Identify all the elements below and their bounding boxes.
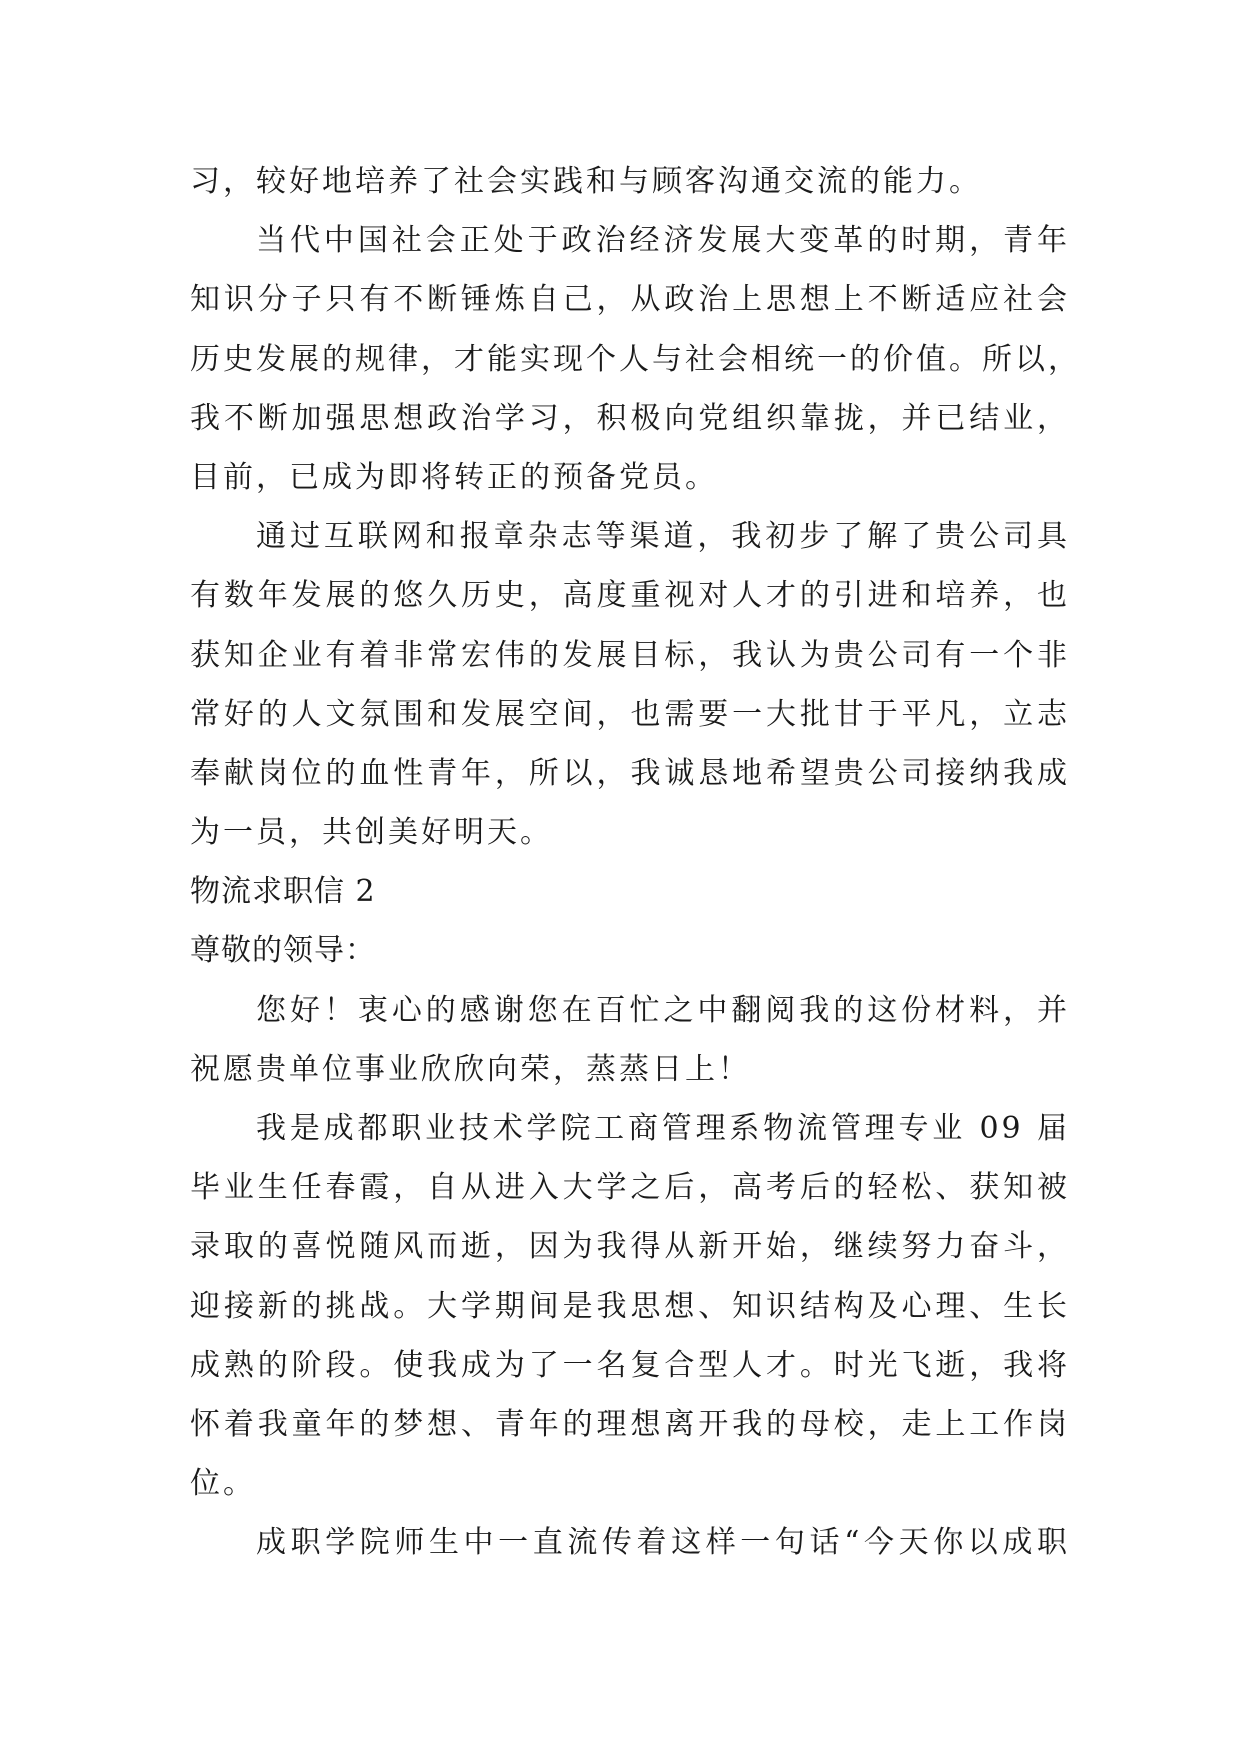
section-heading-line: 物流求职信 2 [190,874,376,910]
paragraph-line: 奉献岗位的血性青年，所以，我诚恳地希望贵公司接纳我成 [190,755,1070,791]
paragraph-line: 目前，已成为即将转正的预备党员。 [190,459,718,495]
paragraph-line: 历史发展的规律，才能实现个人与社会相统一的价值。所以， [190,341,1081,377]
paragraph-line: 您好！衷心的感谢您在百忙之中翻阅我的这份材料，并 [256,992,1070,1028]
paragraph-line: 祝愿贵单位事业欣欣向荣，蒸蒸日上！ [190,1051,751,1087]
paragraph-line: 位。 [190,1466,256,1502]
paragraph-line: 知识分子只有不断锤炼自己，从政治上思想上不断适应社会 [190,282,1070,318]
paragraph-line: 我是成都职业技术学院工商管理系物流管理专业 09 届 [256,1111,1070,1146]
paragraph-line: 为一员，共创美好明天。 [190,815,553,851]
document-body [190,152,1081,1573]
paragraph-line: 常好的人文氛围和发展空间，也需要一大批甘于平凡，立志 [190,696,1070,732]
paragraph-line: 迎接新的挑战。大学期间是我思想、知识结构及心理、生长 [190,1288,1070,1324]
paragraph-line: 当代中国社会正处于政治经济发展大变革的时期，青年 [256,223,1070,259]
paragraph-line: 成职学院师生中一直流传着这样一句话“今天你以成职 [256,1525,1070,1561]
paragraph-line: 习，较好地培养了社会实践和与顾客沟通交流的能力。 [190,164,982,199]
paragraph-line: 获知企业有着非常宏伟的发展目标，我认为贵公司有一个非 [190,637,1070,673]
paragraph-line: 成熟的阶段。使我成为了一名复合型人才。时光飞逝，我将 [190,1347,1070,1383]
paragraph-line: 毕业生任春霞，自从进入大学之后，高考后的轻松、获知被 [190,1170,1070,1206]
paragraph-line: 有数年发展的悠久历史，高度重视对人才的引进和培养，也 [190,578,1070,614]
paragraph-line: 录取的喜悦随风而逝，因为我得从新开始，继续努力奋斗， [190,1229,1070,1265]
paragraph-line: 通过互联网和报章杂志等渠道，我初步了解了贵公司具 [256,519,1070,555]
paragraph-line: 怀着我童年的梦想、青年的理想离开我的母校，走上工作岗 [190,1406,1070,1442]
paragraph-line: 我不断加强思想政治学习，积极向党组织靠拢，并已结业， [190,400,1070,436]
section-heading-line: 尊敬的领导： [190,933,376,969]
